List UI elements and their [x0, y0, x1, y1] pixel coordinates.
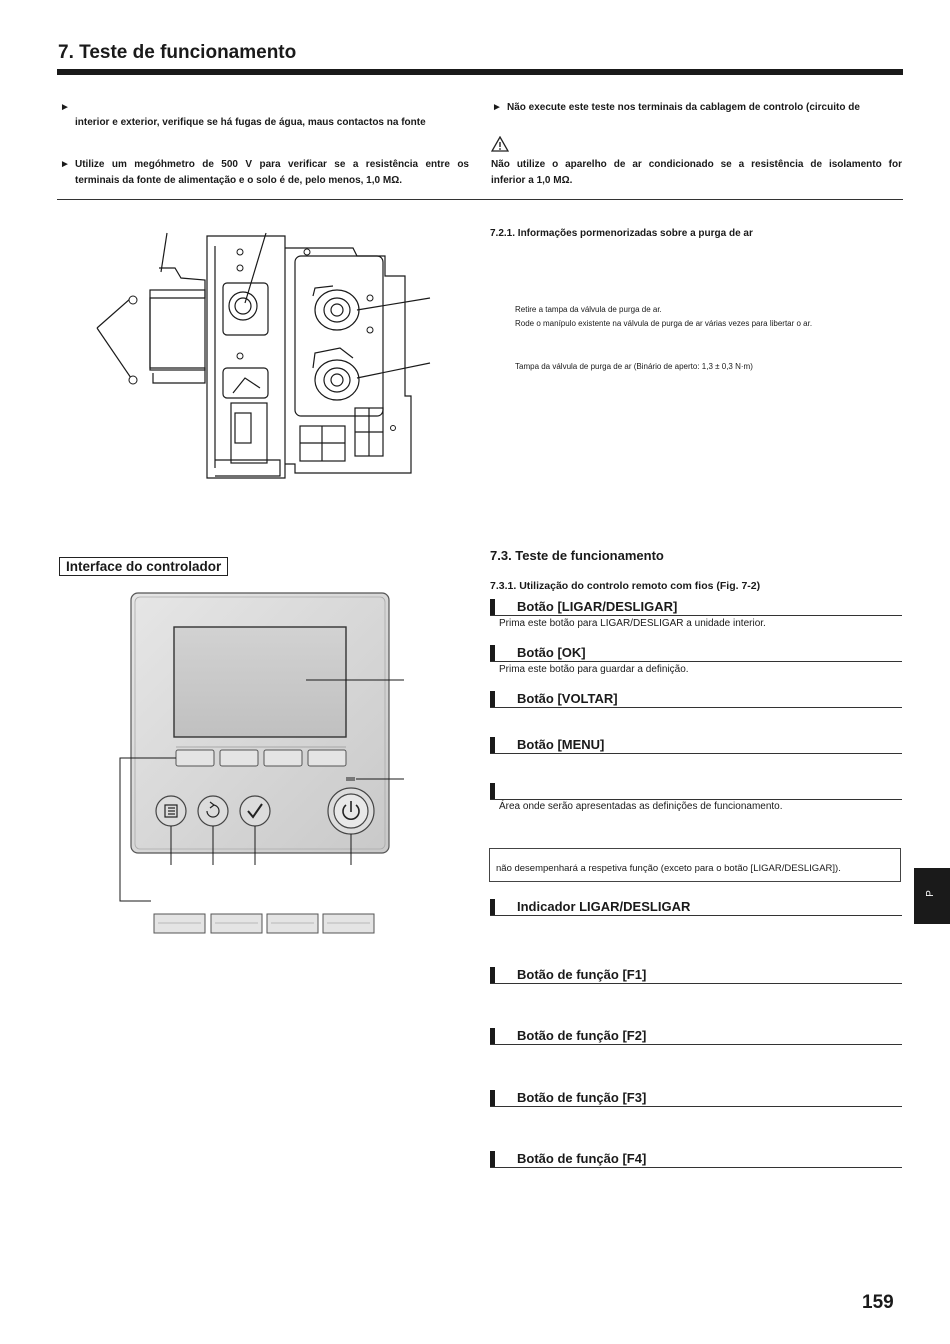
item-function-f3	[490, 1089, 902, 1107]
bullet-text: terminais da fonte de alimentação e o solo é de, pelo menos, 1,0 MΩ.	[75, 175, 402, 186]
item-label: Botão de função [F2]	[517, 1028, 647, 1043]
item-function-f4	[490, 1150, 902, 1168]
item-label: Botão [OK]	[517, 645, 586, 660]
subsection-title: 7.3.1. Utilização do controlo remoto com fios (Fig. 7-2)	[490, 580, 761, 592]
section-divider	[57, 199, 903, 200]
item-marker	[490, 783, 495, 799]
item-marker	[490, 691, 495, 707]
bullet-text: interior e exterior, verifique se há fugas de água, maus contactos na fonte	[75, 117, 426, 128]
item-rule	[490, 983, 902, 984]
item-onoff-lamp	[490, 898, 902, 916]
item-rule	[490, 753, 902, 754]
purge-step: Rode o manípulo existente na válvula de purga de ar várias vezes para libertar o ar.	[515, 319, 813, 328]
item-label: Botão [LIGAR/DESLIGAR]	[517, 599, 678, 614]
warning-triangle-icon	[491, 136, 509, 152]
remote-controller-illustration	[116, 590, 408, 940]
item-rule	[490, 1044, 902, 1045]
item-marker	[490, 967, 495, 983]
bullet-marker: ►	[492, 102, 502, 113]
item-rule	[490, 661, 902, 662]
item-marker	[490, 899, 495, 915]
item-marker	[490, 737, 495, 753]
item-description: Área onde serão apresentadas as definições de funcionamento.	[499, 801, 783, 812]
purge-heading: 7.2.1. Informações pormenorizadas sobre a purga de ar	[490, 228, 753, 239]
bullet-marker: ►	[60, 102, 70, 113]
page-title: 7. Teste de funcionamento	[58, 42, 297, 63]
item-label: Botão de função [F4]	[517, 1151, 647, 1166]
item-label: Botão de função [F3]	[517, 1090, 647, 1105]
item-return-button	[490, 690, 902, 708]
bullet-marker: ►	[60, 159, 70, 170]
item-function-f2	[490, 1027, 902, 1045]
section-title: 7.3. Teste de funcionamento	[490, 548, 664, 563]
item-function-f1	[490, 966, 902, 984]
item-onoff-button	[490, 598, 902, 616]
bullet-text: Não execute este teste nos terminais da cablagem de controlo (circuito de	[507, 102, 860, 113]
item-marker	[490, 645, 495, 661]
item-description: Prima este botão para LIGAR/DESLIGAR a unidade interior.	[499, 618, 766, 629]
item-rule	[490, 915, 902, 916]
controller-frame-label: Interface do controlador	[59, 557, 228, 576]
item-label: Botão [VOLTAR]	[517, 691, 618, 706]
page-number: 159	[862, 1292, 894, 1313]
item-marker	[490, 1090, 495, 1106]
purge-step: Retire a tampa da válvula de purga de ar.	[515, 305, 662, 314]
note-text: não desempenhará a respetiva função (exceto para o botão [LIGAR/DESLIGAR]).	[496, 863, 841, 874]
warning-text: Não utilize o aparelho de ar condicionado se a resistência de isolamento for	[491, 159, 902, 170]
bullet-text: Utilize um megóhmetro de 500 V para verificar se a resistência entre os	[75, 159, 469, 170]
item-label: Botão de função [F1]	[517, 967, 647, 982]
item-marker	[490, 599, 495, 615]
item-rule	[490, 615, 902, 616]
item-display-area	[490, 782, 902, 800]
item-description: Prima este botão para guardar a definição.	[499, 664, 689, 675]
item-menu-button	[490, 736, 902, 754]
item-rule	[490, 1167, 902, 1168]
side-tab-label: P	[924, 890, 936, 897]
item-rule	[490, 1106, 902, 1107]
item-marker	[490, 1028, 495, 1044]
purge-cap-note: Tampa da válvula de purga de ar (Binário de aperto: 1,3 ± 0,3 N·m)	[515, 362, 753, 371]
item-label: Botão [MENU]	[517, 737, 605, 752]
item-marker	[490, 1151, 495, 1167]
warning-text: inferior a 1,0 MΩ.	[491, 175, 573, 186]
item-ok-button	[490, 644, 902, 662]
title-rule	[57, 69, 903, 75]
air-purge-valve-illustration	[95, 228, 435, 483]
item-label: Indicador LIGAR/DESLIGAR	[517, 899, 691, 914]
item-rule	[490, 707, 902, 708]
language-side-tab	[914, 868, 950, 924]
